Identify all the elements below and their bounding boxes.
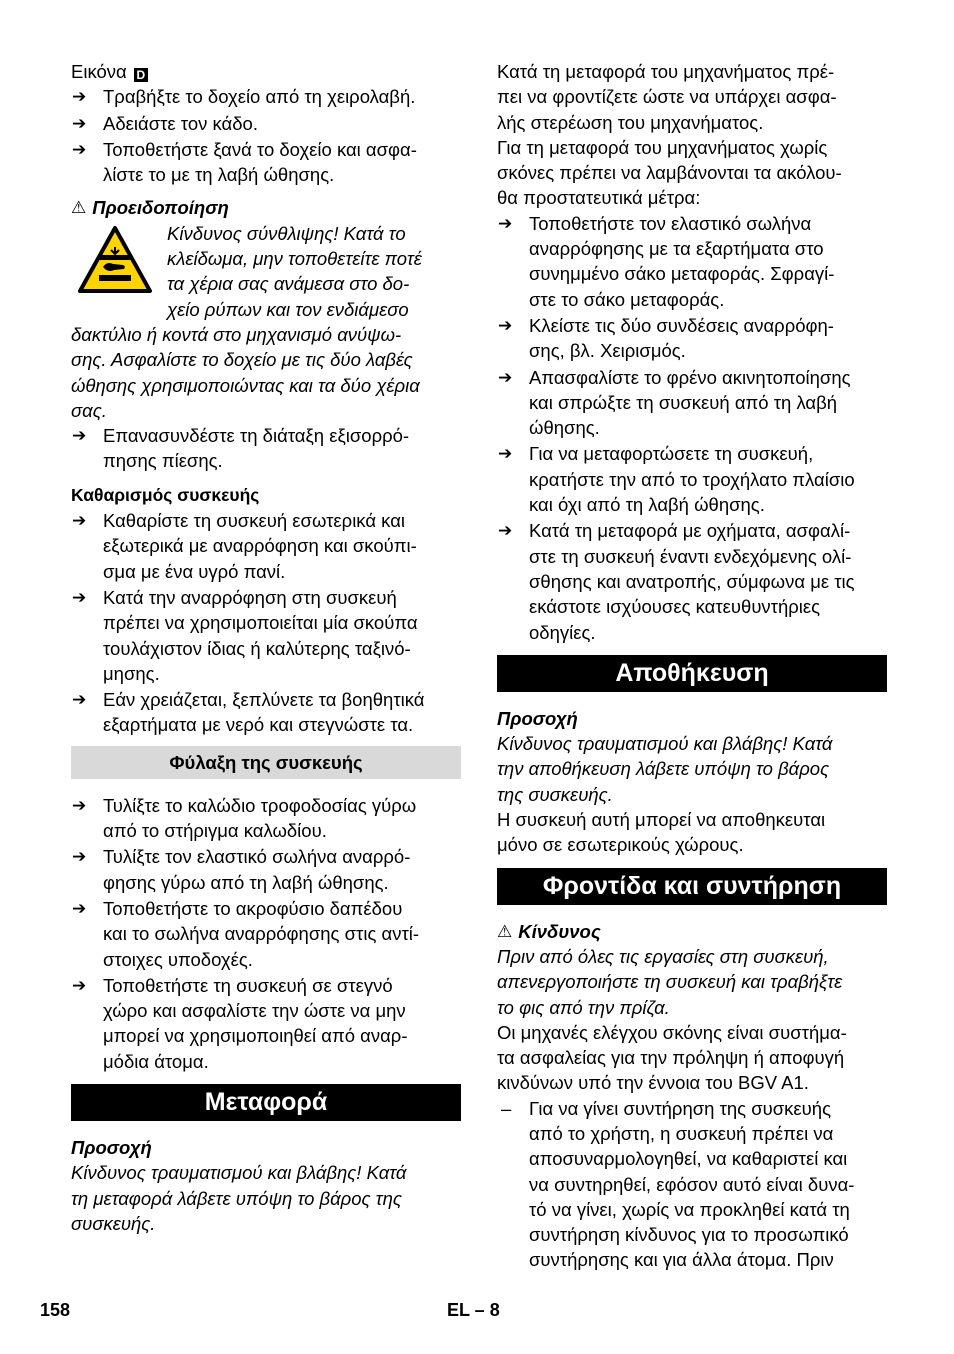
list-item-line: πρέπει να χρησιμοποιείται μία σκούπα (103, 612, 418, 634)
list-item-line: συνημμένο σάκο μεταφοράς. Σφραγί- (529, 263, 835, 285)
text-line: σας. (71, 399, 107, 421)
list-item-line: Εάν χρειάζεται, ξεπλύνετε τα βοηθητικά (103, 689, 425, 711)
list-item-line: μπορεί να χρησιμοποιηθεί από αναρ- (103, 1025, 408, 1047)
left-column (71, 59, 461, 1236)
dash-item-text (529, 1096, 887, 1273)
cleaning-step-list (71, 508, 461, 738)
list-item (71, 111, 461, 136)
text-line: λής στερέωση του μηχανήματος. (497, 111, 764, 133)
transport-intro-text (497, 59, 887, 211)
caution-title: Προσοχή (71, 1136, 152, 1158)
text-line: τα ασφαλείας για την πρόληψη ή αποφυγή (497, 1047, 845, 1069)
text-line: κινδύνων υπό την έννοια του BGV A1. (497, 1072, 809, 1094)
list-item-line: στοιχες υποδοχές. (103, 948, 253, 970)
list-item-line: σθησης και ανατροπής, σύμφωνα με τις (529, 570, 855, 592)
text-line: χείο ρύπων και τον ενδιάμεσο (167, 298, 409, 320)
list-item (497, 518, 887, 644)
text-line: Για να γίνει συντήρηση της συσκευής (529, 1097, 831, 1119)
list-item-line: Καθαρίστε τη συσκευή εσωτερικά και (103, 510, 405, 532)
warning-triangle-icon: ⚠ (71, 198, 87, 218)
text-line: ώθησης χρησιμοποιώντας και τα δύο χέρια (71, 374, 420, 396)
list-item-line: φησης γύρω από τη λαβή ώθησης. (103, 871, 389, 893)
text-line: το φις από την πρίζα. (497, 996, 670, 1018)
transport-section-heading: Μεταφορά (71, 1084, 461, 1121)
list-item-line: Απασφαλίστε το φρένο ακινητοποίησης (529, 366, 851, 388)
caution-text (71, 1160, 461, 1236)
warning-block (71, 221, 461, 423)
figure-letter-badge: D (134, 68, 148, 82)
list-item-line: πησης πίεσης. (103, 450, 223, 472)
bullet-arrow-icon: ➔ (498, 213, 513, 233)
bullet-arrow-icon: ➔ (498, 521, 513, 541)
text-line: την αποθήκευση λάβετε υπόψη το βάρος (497, 758, 830, 780)
storage-step-list (71, 793, 461, 1074)
text-line: σκόνες πρέπει να λαμβάνονται τα ακόλου- (497, 162, 842, 184)
cleaning-heading: Καθαρισμός συσκευής (71, 484, 260, 505)
bullet-arrow-icon: ➔ (72, 87, 87, 107)
text-line: της συσκευής. (497, 783, 613, 805)
list-item-line: Τυλίξτε τον ελαστικό σωλήνα αναρρό- (103, 846, 411, 868)
list-item (71, 896, 461, 972)
list-item-line: Κλείστε τις δύο συνδέσεις αναρρόφη- (529, 314, 834, 336)
bullet-arrow-icon: ➔ (72, 795, 87, 815)
list-item-line: Τοποθετήστε ξανά το δοχείο και ασφα- (103, 138, 417, 160)
text-line: Η συσκευή αυτή μπορεί να αποθηκευται (497, 809, 826, 831)
list-item (497, 441, 887, 517)
bullet-arrow-icon: ➔ (72, 847, 87, 867)
list-item-line: Κατά τη μεταφορά με οχήματα, ασφαλί- (529, 520, 851, 542)
list-item-line: και το σωλήνα αναρρόφησης στις αντί- (103, 923, 420, 945)
warning-title: Προειδοποίηση (92, 197, 229, 219)
text-line: δακτύλιο ή κοντά στο μηχανισμό ανύψω- (71, 323, 402, 345)
list-item-line: Αδειάστε τον κάδο. (103, 112, 258, 134)
text-line: πει να φροντίζετε ώστε να υπάρχει ασφα- (497, 86, 837, 108)
list-item-line: Τοποθετήστε τον ελαστικό σωλήνα (529, 212, 812, 234)
text-line: Οι μηχανές ελέγχου σκόνης είναι συστήμα- (497, 1021, 847, 1043)
right-column (497, 59, 887, 1274)
list-item-line: στε τη συσκευή έναντι ενδεχόμενης ολί- (529, 545, 852, 567)
crush-hazard-warning-icon (77, 225, 153, 295)
text-line: μόνο σε εσωτερικούς χώρους. (497, 834, 744, 856)
list-item (71, 137, 461, 188)
bullet-arrow-icon: ➔ (72, 975, 87, 995)
bullet-arrow-icon: ➔ (72, 898, 87, 918)
text-line: συντήρηση κίνδυνος για το προσωπικό (529, 1224, 849, 1246)
text-line: να συντηρηθεί, εφόσον αυτό είναι δυνα- (529, 1173, 855, 1195)
list-item-line: μόδια άτομα. (103, 1050, 209, 1072)
text-line: συντήρησης και για άλλα άτομα. Πριν (529, 1249, 834, 1271)
text-line: τα χέρια σας ανάμεσα στο δο- (167, 273, 410, 295)
caution-title: Προσοχή (497, 707, 578, 729)
caution-text (497, 731, 887, 807)
text-line: Κίνδυνος τραυματισμού και βλάβης! Κατά (497, 733, 833, 755)
list-item-line: λίστε το με τη λαβή ώθησης. (103, 164, 335, 186)
text-line: απενεργοποιήστε τη συσκευή και τραβήξτε (497, 971, 843, 993)
text-line: κλείδωμα, μην τοποθετείτε ποτέ (167, 248, 422, 270)
list-item (71, 585, 461, 686)
text-line: τη μεταφορά λάβετε υπόψη το βάρος της (71, 1187, 402, 1209)
list-item (497, 365, 887, 441)
storage-section-heading: Αποθήκευση (497, 655, 887, 692)
care-section-heading: Φροντίδα και συντήρηση (497, 868, 887, 905)
list-item-line: οδηγίες. (529, 621, 596, 643)
danger-text (497, 944, 887, 1020)
list-item-line: χώρο και ασφαλίστε την ώστε να μην (103, 1000, 406, 1022)
list-item (71, 844, 461, 895)
list-item-line: Τοποθετήστε το ακροφύσιο δαπέδου (103, 897, 403, 919)
storage-text (497, 807, 887, 858)
list-item-line: εξωτερικά με αναρρόφηση και σκούπι- (103, 535, 417, 557)
bullet-arrow-icon: ➔ (498, 315, 513, 335)
transport-step-list (497, 211, 887, 645)
danger-heading (497, 919, 887, 944)
list-item-line: μησης. (103, 662, 160, 684)
list-item (71, 84, 461, 109)
list-item-line: αναρρόφησης με τα εξαρτήματα στο (529, 238, 824, 260)
list-item-line: Κατά την αναρρόφηση στη συσκευή (103, 586, 397, 608)
text-line: από το χρήστη, η συσκευή πρέπει να (529, 1122, 834, 1144)
bullet-arrow-icon: ➔ (72, 426, 87, 446)
figure-reference (71, 59, 461, 84)
list-item-line: Για να μεταφορτώσετε τη συσκευή, (529, 443, 814, 465)
bullet-arrow-icon: ➔ (72, 587, 87, 607)
text-line: Κίνδυνος τραυματισμού και βλάβης! Κατά (71, 1162, 407, 1184)
care-text (497, 1020, 887, 1096)
bullet-arrow-icon: ➔ (72, 139, 87, 159)
dash-bullet: – (501, 1097, 512, 1119)
storage-section-heading: Φύλαξη της συσκευής (71, 746, 461, 779)
language-page-indicator: EL – 8 (447, 1300, 500, 1320)
text-line: θα προστατευτικά μέτρα: (497, 187, 701, 209)
bullet-arrow-icon: ➔ (498, 367, 513, 387)
list-item-line: εκάστοτε ισχύουσες κατευθυντήριες (529, 596, 821, 618)
bullet-arrow-icon: ➔ (498, 444, 513, 464)
list-item-line: εξαρτήματα με νερό και στεγνώστε τα. (103, 714, 414, 736)
list-item-line: Επανασυνδέστε τη διάταξη εξισορρό- (103, 425, 410, 447)
warning-triangle-icon: ⚠ (497, 921, 513, 941)
list-item-line: ώθησης. (529, 417, 600, 439)
list-item (71, 508, 461, 584)
list-item-line: Τραβήξτε το δοχείο από τη χειρολαβή. (103, 86, 416, 108)
list-item-line: τουλάχιστον ίδιας ή καλύτερης ταξινό- (103, 637, 411, 659)
list-item-line: και όχι από τη λαβή ώθησης. (529, 494, 765, 516)
text-line: αποσυναρμολογηθεί, να καθαριστεί και (529, 1148, 848, 1170)
list-item-line: σμα με ένα υγρό πανί. (103, 560, 286, 582)
list-item-line: από το στήριγμα καλωδίου. (103, 820, 327, 842)
danger-title: Κίνδυνος (518, 920, 601, 942)
list-item (71, 973, 461, 1074)
page-number: 158 (40, 1300, 71, 1320)
text-line: Κίνδυνος σύνθλιψης! Κατά το (167, 222, 406, 244)
text-line: Πριν από όλες τις εργασίες στη συσκευή, (497, 945, 829, 967)
step-list (71, 84, 461, 187)
warning-text (71, 322, 461, 423)
list-item-line: σης, βλ. Χειρισμός. (529, 340, 686, 362)
list-item (71, 423, 461, 474)
list-item (71, 793, 461, 844)
text-line: σης. Ασφαλίστε το δοχείο με τις δύο λαβές (71, 349, 413, 371)
figure-label: Εικόνα (71, 61, 127, 82)
list-item (71, 687, 461, 738)
text-line: συσκευής. (71, 1212, 156, 1234)
list-item-line: και σπρώξτε τη συσκευή από τη λαβή (529, 391, 838, 413)
list-item (497, 313, 887, 364)
text-line: Για τη μεταφορά του μηχανήματος χωρίς (497, 136, 828, 158)
bullet-arrow-icon: ➔ (72, 690, 87, 710)
list-item-line: Τυλίξτε το καλώδιο τροφοδοσίας γύρω (103, 794, 417, 816)
list-item-line: κρατήστε την από το τροχήλατο πλαίσιο (529, 468, 855, 490)
list-item (497, 211, 887, 312)
text-line: τό να γίνει, χωρίς να προκληθεί κατά τη (529, 1198, 850, 1220)
list-item-line: στε το σάκο μεταφοράς. (529, 288, 725, 310)
bullet-arrow-icon: ➔ (72, 511, 87, 531)
step-list (71, 423, 461, 474)
warning-heading (71, 195, 461, 220)
dash-list-item (497, 1096, 887, 1273)
list-item-line: Τοποθετήστε τη συσκευή σε στεγνό (103, 974, 393, 996)
bullet-arrow-icon: ➔ (72, 113, 87, 133)
text-line: Κατά τη μεταφορά του μηχανήματος πρέ- (497, 61, 835, 82)
